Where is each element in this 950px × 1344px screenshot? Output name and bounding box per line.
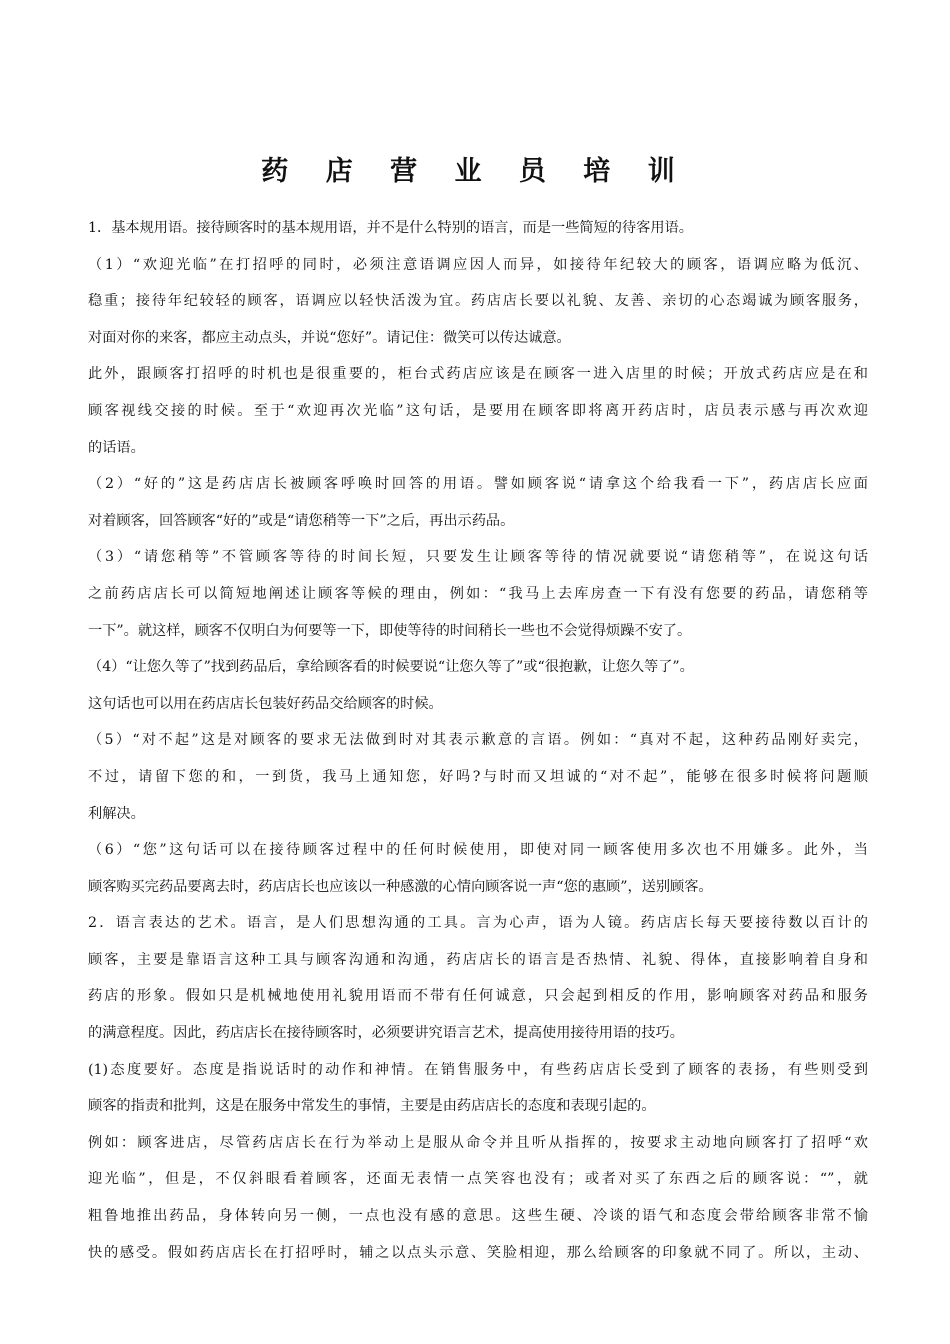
text-line: （4）“让您久等了”找到药品后，拿给顾客看的时候要说“让您久等了”或“很抱歉，让您久等了”。	[88, 659, 694, 676]
text-line: （5）“对不起”这是对顾客的要求无法做到时对其表示歉意的言语。例如：“真对不起，这种药品刚好卖完，	[88, 732, 868, 749]
text-line: 顾客，主要是靠语言这种工具与顾客沟通和沟通，药店店长的语言是否热情、礼貌、得体，直接影响着自身和	[88, 951, 868, 968]
text-line: 这句话也可以用在药店店长包装好药品交给顾客的时候。	[88, 695, 443, 712]
text-line: 利解决。	[88, 805, 145, 822]
text-line: （6）“您”这句话可以在接待顾客过程中的任何时候使用，即使对同一顾客使用多次也不用嫌多。此外，当	[88, 842, 868, 859]
text-line: （2）“好的”这是药店店长被顾客呼唤时回答的用语。譬如顾客说“请拿这个给我看一下”，药店店长应面	[88, 476, 868, 493]
text-line: 1．基本规用语。接待顾客时的基本规用语，并不是什么特别的语言，而是一些简短的待客用语。	[88, 220, 693, 236]
text-line: 不过，请留下您的和，一到货，我马上通知您，好吗?与时而又坦诚的“对不起”，能够在很多时候将问题顺	[88, 768, 868, 785]
text-line: 2．语言表达的艺术。语言，是人们思想沟通的工具。言为心声，语为人镜。药店店长每天要接待数以百计的	[88, 915, 868, 932]
text-line: 稳重；接待年纪较轻的顾客，语调应以轻快活泼为宜。药店店长要以礼貌、友善、亲切的心态竭诚为顾客服务，	[88, 293, 868, 310]
text-line: 例如：顾客进店，尽管药店店长在行为举动上是服从命令并且听从指挥的，按要求主动地向顾客打了招呼“欢	[88, 1134, 868, 1151]
text-line: 一下”。就这样，顾客不仅明白为何要等一下，即使等待的时间稍长一些也不会觉得烦躁不安了。	[88, 622, 692, 639]
text-line: (1)态度要好。态度是指说话时的动作和神情。在销售服务中，有些药店店长受到了顾客的表扬，有些则受到	[88, 1061, 868, 1078]
text-line: 快的感受。假如药店店长在打招呼时，辅之以点头示意、笑脸相迎，那么给顾客的印象就不同了。所以，主动、	[88, 1244, 868, 1261]
text-line: 的满意程度。因此，药店店长在接待顾客时，必须要讲究语言艺术，提高使用接待用语的技巧。	[88, 1025, 684, 1042]
text-line: 对着顾客，回答顾客“好的”或是“请您稍等一下”之后，再出示药品。	[88, 512, 515, 529]
text-line: 药店的形象。假如只是机械地使用礼貌用语而不带有任何诚意，只会起到相反的作用，影响顾客对药品和服务	[88, 988, 868, 1005]
text-line: 顾客视线交接的时候。至于“欢迎再次光临”这句话，是要用在顾客即将离开药店时，店员表示感与再次欢迎	[88, 402, 868, 419]
text-line: 迎光临”，但是，不仅斜眼看着顾客，还面无表情一点笑容也没有；或者对买了东西之后的顾客说：“”，就	[88, 1171, 868, 1188]
text-line: 粗鲁地推出药品，身体转向另一侧，一点也没有感的意思。这些生硬、冷谈的语气和态度会带给顾客非常不愉	[88, 1208, 868, 1225]
text-line: 对面对你的来客，都应主动点头，并说“您好”。请记住：微笑可以传达诚意。	[88, 329, 571, 346]
text-line: （1）“欢迎光临”在打招呼的同时，必须注意语调应因人而异，如接待年纪较大的顾客，语调应略为低沉、	[88, 256, 868, 273]
text-line: 此外，跟顾客打招呼的时机也是很重要的，柜台式药店应该是在顾客一进入店里的时候；开放式药店应是在和	[88, 366, 868, 383]
text-line: 顾客购买完药品要离去时，药店店长也应该以一种感激的心情向顾客说一声“您的惠顾”，送别顾客。	[88, 878, 713, 895]
text-line: 之前药店店长可以简短地阐述让顾客等候的理由，例如：“我马上去库房查一下有没有您要的药品，请您稍等	[88, 585, 868, 602]
page-title: 药 店 营 业 员 培 训	[261, 156, 689, 187]
text-line: （3）“请您稍等”不管顾客等待的时间长短，只要发生让顾客等待的情况就要说“请您稍等”，在说这句话	[88, 549, 868, 566]
document-body	[88, 210, 868, 1271]
text-line: 的话语。	[88, 439, 145, 456]
text-line: 顾客的指责和批判，这是在服务中常发生的事情，主要是由药店店长的态度和表现引起的。	[88, 1098, 656, 1115]
